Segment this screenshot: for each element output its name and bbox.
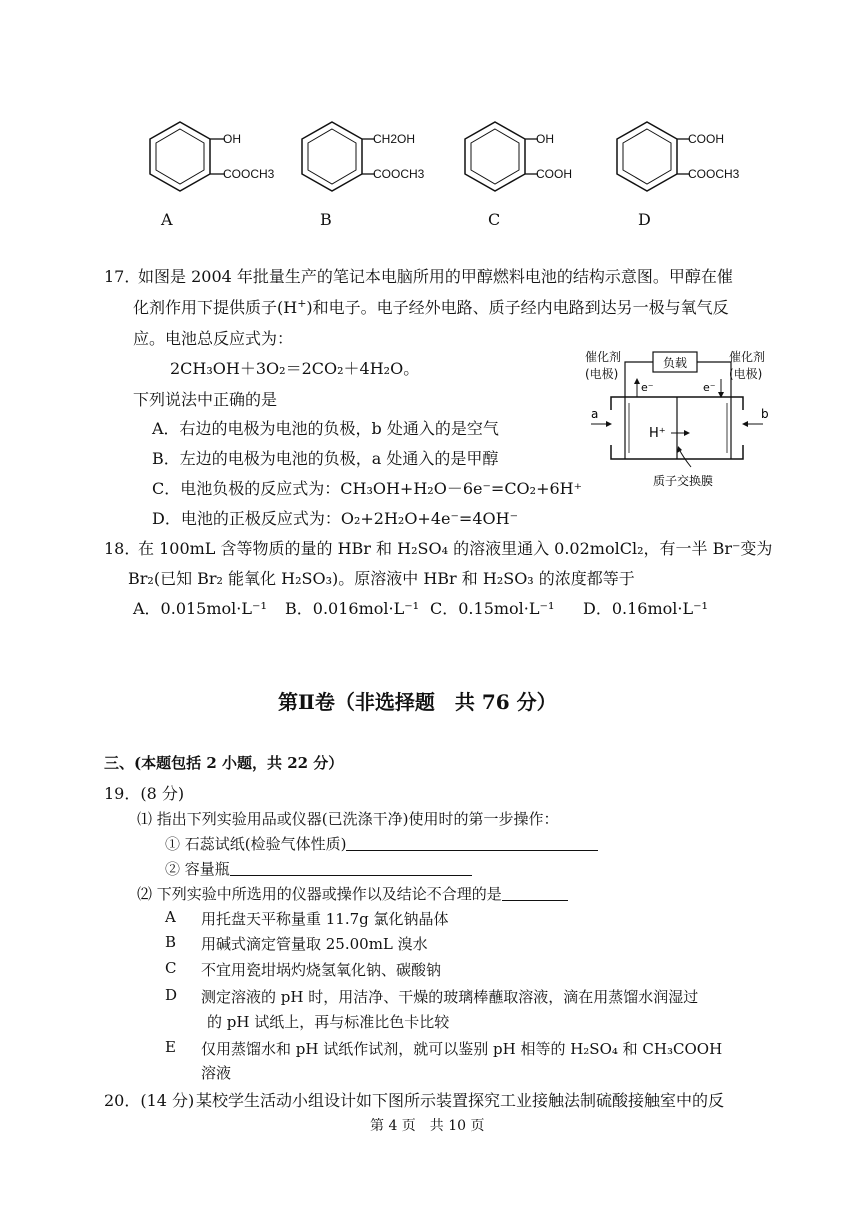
q19-item-e-text: 仅用蒸馏水和 pH 试纸作试剂，就可以鉴别 pH 相等的 H₂SO₄ 和 CH₃COOH [201,1040,723,1058]
q18-option-c: C．0.15mol·L⁻¹ [430,599,555,618]
structure-c [450,115,600,200]
arrow-left-icon [742,421,748,427]
q19-item-d-text: 测定溶液的 pH 时，用洁净、干燥的玻璃棒蘸取溶液，滴在用蒸馏水润湿过 [201,988,699,1006]
structure-a-sub1: OH [223,132,241,146]
q19-item-e-key: E [165,1038,176,1056]
q19-part1-item2: ② 容量瓶 [165,858,472,879]
answer-blank[interactable] [346,836,598,851]
q18-option-a: A．0.015mol·L⁻¹ [133,599,267,618]
inlet-b: b [761,407,769,421]
structure-a-sub2: COOCH3 [223,167,275,181]
structure-b-label: B [320,210,332,229]
load-label: 负载 [663,356,688,370]
q18-option-d: D．0.16mol·L⁻¹ [583,599,708,618]
q19-item-e-text2: 溶液 [201,1064,232,1082]
structure-b-sub2: COOCH3 [373,167,425,181]
q19-item-b-key: B [165,933,177,951]
answer-blank[interactable] [502,886,568,901]
arrow-right-icon [684,430,690,436]
structure-c-sub2: COOH [536,167,572,181]
q17-equation: 2CH₃OH＋3O₂＝2CO₂＋4H₂O。 [170,359,420,378]
structure-c-label: C [488,210,501,229]
section-iii-header: 三、(本题包括 2 小题，共 22 分） [104,754,344,772]
q19-item-a-key: A [165,908,176,926]
proton-label: H⁺ [649,426,666,441]
electrode-label-right: (电极) [729,367,763,381]
structure-b [287,115,437,200]
q17-option-c: C．电池负极的反应式为：CH₃OH+H₂O－6e⁻=CO₂+6H⁺ [152,479,583,498]
electron-left: e⁻ [641,381,654,394]
q17-stem: 下列说法中正确的是 [133,390,278,409]
arrow-up-icon [634,378,640,384]
q19-item-b-text: 用碱式滴定管量取 25.00mL 溴水 [201,935,428,953]
page-footer: 第 4 页 共 10 页 [370,1118,485,1134]
q19-part1-item1: ① 石蕊试纸(检验气体性质) [165,833,598,854]
q18-line2: Br₂(已知 Br₂ 能氧化 H₂SO₃)。原溶液中 HBr 和 H₂SO₃ 的浓度都等于 [128,569,635,588]
q18-option-b: B．0.016mol·L⁻¹ [285,599,420,618]
q18-line1: 在 100mL 含等物质的量的 HBr 和 H₂SO₄ 的溶液里通入 0.02molCl₂，有一半 Br⁻变为 [138,539,773,558]
fuel-cell-diagram [583,345,783,510]
q17-line1: 如图是 2004 年批量生产的笔记本电脑所用的甲醇燃料电池的结构示意图。甲醇在催 [138,267,733,286]
q20-number: 20．(14 分) [104,1091,195,1110]
electrode-label-left: (电极) [585,367,619,381]
catalyst-label-right: 催化剂 [729,350,766,364]
catalyst-label-left: 催化剂 [585,350,622,364]
q19-item-c-text: 不宜用瓷坩埚灼烧氢氧化钠、碳酸钠 [201,961,442,979]
q17-option-b: B．左边的电极为电池的负极，a 处通入的是甲醇 [152,449,499,468]
q19-item-a-text: 用托盘天平称量重 11.7g 氯化钠晶体 [201,910,449,928]
structure-d-sub1: COOH [688,132,724,146]
q17-option-a: A．右边的电极为电池的负极，b 处通入的是空气 [152,419,499,438]
arrow-right-icon [606,421,612,427]
inlet-a: a [591,407,599,421]
q17-number: 17． [104,267,141,286]
structure-a-label: A [161,210,173,229]
q19-item-d-key: D [165,986,178,1004]
structure-d-label: D [638,210,651,229]
q17-option-d: D．电池的正极反应式为：O₂+2H₂O+4e⁻=4OH⁻ [152,509,519,528]
structure-b-sub1: CH2OH [373,132,416,146]
arrow-pointer-icon [677,446,682,453]
structure-c-sub1: OH [536,132,554,146]
q17-line2: 化剂作用下提供质子(H+)和电子。电子经外电路、质子经内电路到达另一极与氧气反 [133,297,729,317]
electron-right: e⁻ [703,381,716,394]
q20-text: 某校学生活动小组设计如下图所示装置探究工业接触法制硫酸接触室中的反 [196,1091,725,1110]
q18-number: 18． [104,539,141,558]
structure-d [602,115,762,200]
q19-number: 19．(8 分) [104,784,185,803]
q19-part2: ⑵ 下列实验中所选用的仪器或操作以及结论不合理的是 [137,883,568,904]
q17-line3: 应。电池总反应式为： [133,329,294,348]
answer-blank[interactable] [230,861,472,876]
section-ii-title: 第Ⅱ卷（非选择题 共 76 分） [278,690,557,714]
q19-item-c-key: C [165,959,177,977]
structure-d-sub2: COOCH3 [688,167,740,181]
q19-item-d-text2: 的 pH 试纸上，再与标准比色卡比较 [207,1013,450,1031]
q19-part1: ⑴ 指出下列实验用品或仪器(已洗涤干净)使用时的第一步操作： [137,810,559,828]
membrane-label: 质子交换膜 [653,474,714,488]
structure-a [135,115,285,200]
